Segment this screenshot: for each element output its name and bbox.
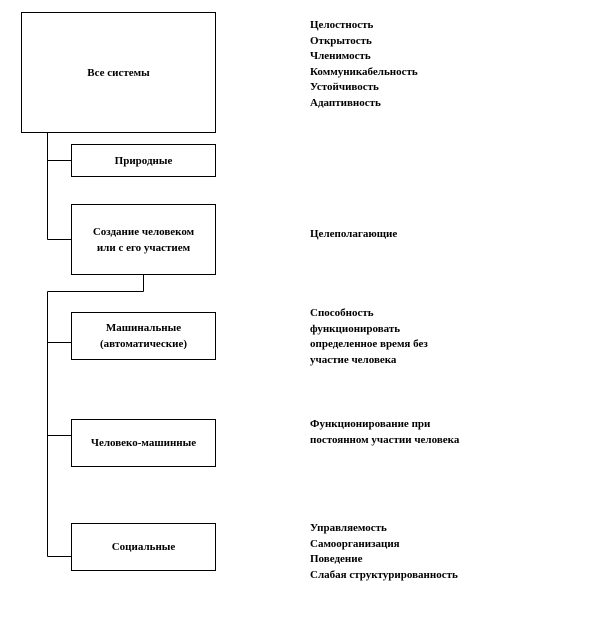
machine-properties <box>310 306 460 368</box>
property-item: Способность функционировать определенное время без участие человека <box>310 307 428 366</box>
root-properties <box>310 18 470 111</box>
node-machine <box>71 312 216 360</box>
human-made-properties <box>310 227 470 243</box>
property-item: Слабая структурированность <box>310 568 458 581</box>
node-social-label: Социальные <box>111 541 176 553</box>
property-item: Управляемость <box>310 522 387 534</box>
property-item: Открытость <box>310 34 372 47</box>
property-item: Целостность <box>310 19 374 31</box>
node-all-systems <box>21 12 216 133</box>
property-item: Поведение <box>310 553 363 565</box>
property-item: Адаптивность <box>310 96 381 109</box>
node-human-made-label: Создание человеком или с его участием <box>92 225 195 254</box>
social-properties <box>310 521 470 583</box>
property-item: Самоорганизация <box>310 537 400 550</box>
node-natural-label: Природные <box>114 154 173 167</box>
node-social <box>71 523 216 571</box>
node-human-made <box>71 204 216 275</box>
man-machine-properties <box>310 417 460 448</box>
property-item: Коммуникабельность <box>310 65 418 78</box>
property-item: Функционирование при постоянном участии человека <box>310 418 460 446</box>
node-man-machine <box>71 419 216 467</box>
property-item: Целеполагающие <box>310 228 398 240</box>
property-item: Устойчивость <box>310 81 379 93</box>
node-all-systems-label: Все системы <box>87 66 150 79</box>
node-machine-label: Машинальные (автоматические) <box>99 322 188 350</box>
property-item: Членимость <box>310 50 371 62</box>
node-man-machine-label: Человеко-машинные <box>90 437 197 449</box>
node-natural <box>71 144 216 177</box>
